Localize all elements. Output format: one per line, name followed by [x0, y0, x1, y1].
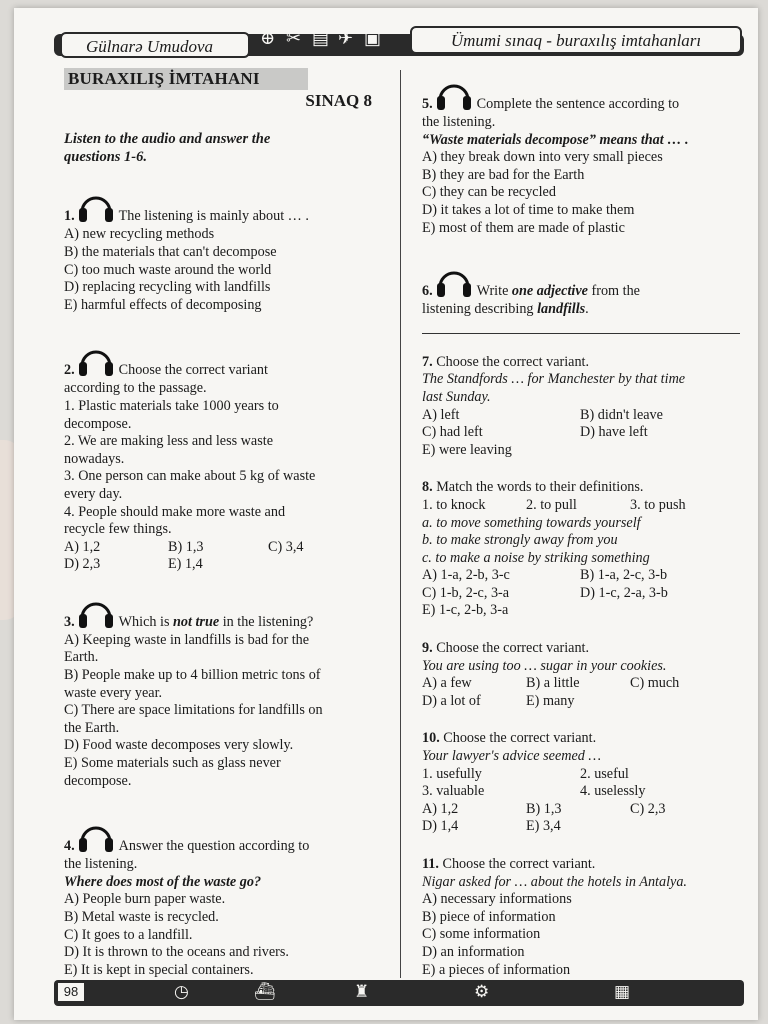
headphones-icon — [76, 826, 116, 856]
answer-line[interactable] — [422, 333, 740, 334]
option-e[interactable]: E) Some materials such as glass never — [64, 755, 281, 772]
headphones-icon — [76, 350, 116, 380]
airplane-icon: ✈ — [338, 28, 354, 48]
footer-band — [54, 980, 744, 1006]
option-c[interactable]: C) had left — [422, 424, 483, 441]
question-stem: Your lawyer's advice seemed … — [422, 748, 602, 765]
option-d[interactable]: D) it takes a lot of time to make them — [422, 201, 635, 218]
option-e[interactable]: E) 3,4 — [526, 818, 561, 835]
option-b[interactable]: B) didn't leave — [580, 406, 663, 423]
option-a[interactable]: A) Keeping waste in landfills is bad for the — [64, 631, 310, 648]
prompt-end: . — [585, 301, 589, 318]
option-e[interactable]: E) were leaving — [422, 441, 512, 458]
question-head — [422, 856, 740, 874]
option-e[interactable]: E) 1-c, 2-b, 3-a — [422, 602, 509, 619]
options-row — [422, 675, 740, 693]
question-prompt-cont: the listening. — [64, 856, 138, 873]
option-e[interactable]: E) 1,4 — [168, 556, 203, 573]
option-d[interactable]: D) an information — [422, 943, 525, 960]
option-e[interactable]: E) a pieces of information — [422, 961, 571, 978]
statement-line: decompose. — [64, 415, 132, 432]
word-2: 2. to pull — [526, 496, 577, 513]
option-b[interactable]: B) 1,3 — [526, 800, 562, 817]
right-column — [422, 68, 740, 979]
question-number: 9. — [422, 640, 433, 657]
question-prompt: Choose the correct variant. — [436, 640, 590, 657]
tower-icon: ♜ — [354, 982, 370, 1001]
option-b[interactable]: B) the materials that can't decompose — [64, 243, 277, 260]
option-d[interactable]: D) It is thrown to the oceans and rivers. — [64, 944, 289, 961]
header — [54, 26, 744, 60]
question-emphasis: not true — [173, 613, 220, 630]
word-3: 3. valuable — [422, 783, 485, 800]
statement-line: 1. Plastic materials take 1000 years to — [64, 397, 279, 414]
option-b[interactable]: B) People make up to 4 billion metric tons of — [64, 667, 321, 684]
question-number: 6. — [422, 283, 433, 300]
question-prompt: Choose the correct variant — [118, 362, 268, 379]
word-3: 3. to push — [630, 496, 686, 513]
option-b[interactable]: B) piece of information — [422, 908, 556, 925]
option-b[interactable]: B) Metal waste is recycled. — [64, 909, 219, 925]
question-stem: Nigar asked for … about the hotels in Antalya. — [422, 873, 687, 890]
words-row — [422, 766, 740, 784]
question-head — [422, 271, 740, 301]
definition-b: b. to make strongly away from you — [422, 532, 618, 549]
question-head — [64, 350, 384, 380]
author-name: Gülnarə Umudova — [60, 32, 250, 58]
question-head — [64, 196, 384, 226]
question-stem: “Waste materials decompose” means that … . — [422, 131, 689, 148]
question-11 — [422, 856, 740, 979]
option-c[interactable]: C) 2,3 — [630, 800, 666, 817]
instruction-line: questions 1-6. — [64, 148, 147, 165]
question-head — [422, 640, 740, 658]
prompt-text: listening describing — [422, 301, 538, 318]
statement-line: recycle few things. — [64, 521, 172, 538]
car-icon: ▣ — [364, 28, 382, 48]
question-5 — [422, 84, 740, 237]
exam-page — [14, 8, 758, 1020]
word-1: 1. to knock — [422, 496, 486, 513]
question-prompt-cont — [422, 301, 740, 319]
ship-icon: ⛴ — [254, 982, 276, 1001]
question-head — [64, 826, 384, 856]
option-c[interactable]: C) much — [630, 675, 680, 692]
question-9 — [422, 640, 740, 710]
question-4 — [64, 826, 384, 994]
option-e-cont: decompose. — [64, 772, 132, 789]
question-prompt-end: in the listening? — [219, 613, 314, 630]
option-c[interactable]: C) There are space limitations for landfills on — [64, 702, 323, 719]
question-prompt-end: from the — [587, 283, 640, 300]
option-d[interactable]: D) replacing recycling with landfills — [64, 279, 271, 296]
question-head — [422, 84, 740, 114]
question-number: 2. — [64, 362, 75, 379]
question-head — [422, 479, 740, 497]
option-e[interactable]: E) harmful effects of decomposing — [64, 296, 262, 313]
header-title: Ümumi sınaq - buraxılış imtahanları — [410, 26, 742, 54]
question-6 — [422, 271, 740, 334]
page-number: 98 — [58, 983, 84, 1001]
option-a[interactable]: A) 1,2 — [64, 538, 101, 555]
train-icon: ▦ — [614, 982, 631, 1001]
option-c-cont: the Earth. — [64, 719, 120, 736]
question-head — [64, 602, 384, 632]
option-e[interactable]: E) most of them are made of plastic — [422, 219, 625, 236]
option-e[interactable]: E) It is kept in special containers. — [64, 961, 254, 978]
option-b[interactable]: B) they are bad for the Earth — [422, 166, 585, 183]
question-stem: Where does most of the waste go? — [64, 873, 262, 890]
instruction — [64, 131, 384, 166]
headphones-icon — [434, 84, 474, 114]
instruction-line: Listen to the audio and answer the — [64, 131, 271, 148]
option-a[interactable]: A) new recycling methods — [64, 226, 215, 243]
headphones-icon — [434, 271, 474, 301]
option-d[interactable]: D) have left — [580, 424, 648, 441]
question-prompt: Answer the question according to — [118, 838, 310, 855]
option-a[interactable]: A) necessary informations — [422, 891, 572, 908]
bicycle-icon: ⚙ — [474, 982, 490, 1001]
option-b[interactable]: B) 1,3 — [168, 538, 204, 555]
option-a-cont: Earth. — [64, 649, 99, 666]
question-number: 7. — [422, 353, 433, 370]
question-number: 10. — [422, 730, 440, 747]
option-a[interactable]: A) 1-a, 2-b, 3-c — [422, 567, 510, 584]
statement-line: 3. One person can make about 5 kg of waste — [64, 468, 316, 485]
question-prompt: Choose the correct variant. — [436, 353, 590, 370]
question-8 — [422, 479, 740, 620]
question-stem: You are using too … sugar in your cookies. — [422, 657, 667, 674]
option-c[interactable]: C) they can be recycled — [422, 184, 556, 201]
exam-title: BURAXILIŞ İMTAHANI — [64, 68, 308, 90]
column-divider — [400, 70, 401, 978]
option-d[interactable]: D) Food waste decomposes very slowly. — [64, 737, 294, 754]
option-c[interactable]: C) 3,4 — [268, 538, 304, 555]
option-b-cont: waste every year. — [64, 684, 163, 701]
headphones-icon — [76, 196, 116, 226]
options-row — [422, 693, 740, 711]
question-prompt: Which is — [118, 613, 174, 630]
option-c[interactable]: C) It goes to a landfill. — [64, 926, 193, 943]
question-prompt-cont: according to the passage. — [64, 380, 207, 397]
question-7 — [422, 354, 740, 460]
scissors-icon: ✂ — [286, 28, 302, 48]
option-d[interactable]: D) a lot of — [422, 692, 481, 709]
options-row — [422, 567, 740, 585]
globe-icon: ⊕ — [260, 28, 276, 48]
headphones-icon — [76, 602, 116, 632]
question-number: 1. — [64, 208, 75, 225]
word-1: 1. usefully — [422, 765, 482, 782]
options-row — [422, 424, 740, 442]
question-prompt: Choose the correct variant. — [443, 730, 597, 747]
statement-line: nowadays. — [64, 450, 125, 467]
options-row — [422, 801, 740, 819]
question-emphasis: one adjective — [511, 283, 588, 300]
question-stem: The Standfords … for Manchester by that time — [422, 371, 686, 388]
question-prompt-cont: the listening. — [422, 114, 496, 130]
option-e[interactable]: E) many — [526, 692, 575, 709]
option-b[interactable]: B) 1-a, 2-c, 3-b — [580, 567, 668, 584]
question-head — [422, 354, 740, 372]
question-number: 11. — [422, 856, 439, 872]
option-a[interactable]: A) 1,2 — [422, 800, 459, 817]
question-1 — [64, 196, 384, 314]
book-icon: ▤ — [312, 28, 330, 48]
question-stem-cont: last Sunday. — [422, 388, 491, 405]
option-a[interactable]: A) left — [422, 406, 460, 423]
question-3 — [64, 602, 384, 790]
option-d[interactable]: D) 1,4 — [422, 818, 459, 835]
exam-subtitle: SINAQ 8 — [305, 90, 372, 110]
word-4: 4. uselessly — [580, 783, 646, 800]
question-prompt: Match the words to their definitions. — [436, 479, 644, 496]
question-head — [422, 730, 740, 748]
option-b[interactable]: B) a little — [526, 675, 580, 692]
option-d[interactable]: D) 2,3 — [64, 556, 101, 573]
option-a[interactable]: A) they break down into very small pieces — [422, 149, 663, 166]
statement-line: 2. We are making less and less waste — [64, 433, 273, 450]
definition-a: a. to move something towards yourself — [422, 514, 641, 531]
word-2: 2. useful — [580, 765, 629, 782]
question-number: 8. — [422, 479, 433, 496]
option-a[interactable]: A) a few — [422, 675, 472, 692]
question-prompt: Write — [476, 283, 512, 300]
words-row — [422, 783, 740, 801]
question-number: 4. — [64, 838, 75, 855]
option-c[interactable]: C) some information — [422, 926, 541, 943]
prompt-emphasis: landfills — [537, 301, 586, 318]
question-number: 3. — [64, 613, 75, 630]
definition-c: c. to make a noise by striking something — [422, 549, 650, 566]
left-column — [64, 68, 384, 994]
words-row — [422, 497, 740, 515]
options-row — [64, 556, 384, 574]
option-c[interactable]: C) too much waste around the world — [64, 261, 272, 278]
option-a[interactable]: A) People burn paper waste. — [64, 891, 226, 908]
question-prompt: The listening is mainly about … . — [118, 208, 309, 225]
question-prompt: Choose the correct variant. — [442, 856, 596, 872]
options-row — [422, 818, 740, 836]
statement-line: every day. — [64, 485, 123, 502]
options-row — [422, 407, 740, 425]
clock-icon: ◷ — [174, 982, 189, 1001]
statement-line: 4. People should make more waste and — [64, 503, 286, 520]
option-c[interactable]: C) 1-b, 2-c, 3-a — [422, 584, 510, 601]
options-row — [422, 585, 740, 603]
option-d[interactable]: D) 1-c, 2-a, 3-b — [580, 584, 668, 601]
question-10 — [422, 730, 740, 836]
question-2 — [64, 350, 384, 574]
question-prompt: Complete the sentence according to — [476, 96, 680, 112]
question-number: 5. — [422, 96, 433, 112]
options-row — [64, 539, 384, 557]
